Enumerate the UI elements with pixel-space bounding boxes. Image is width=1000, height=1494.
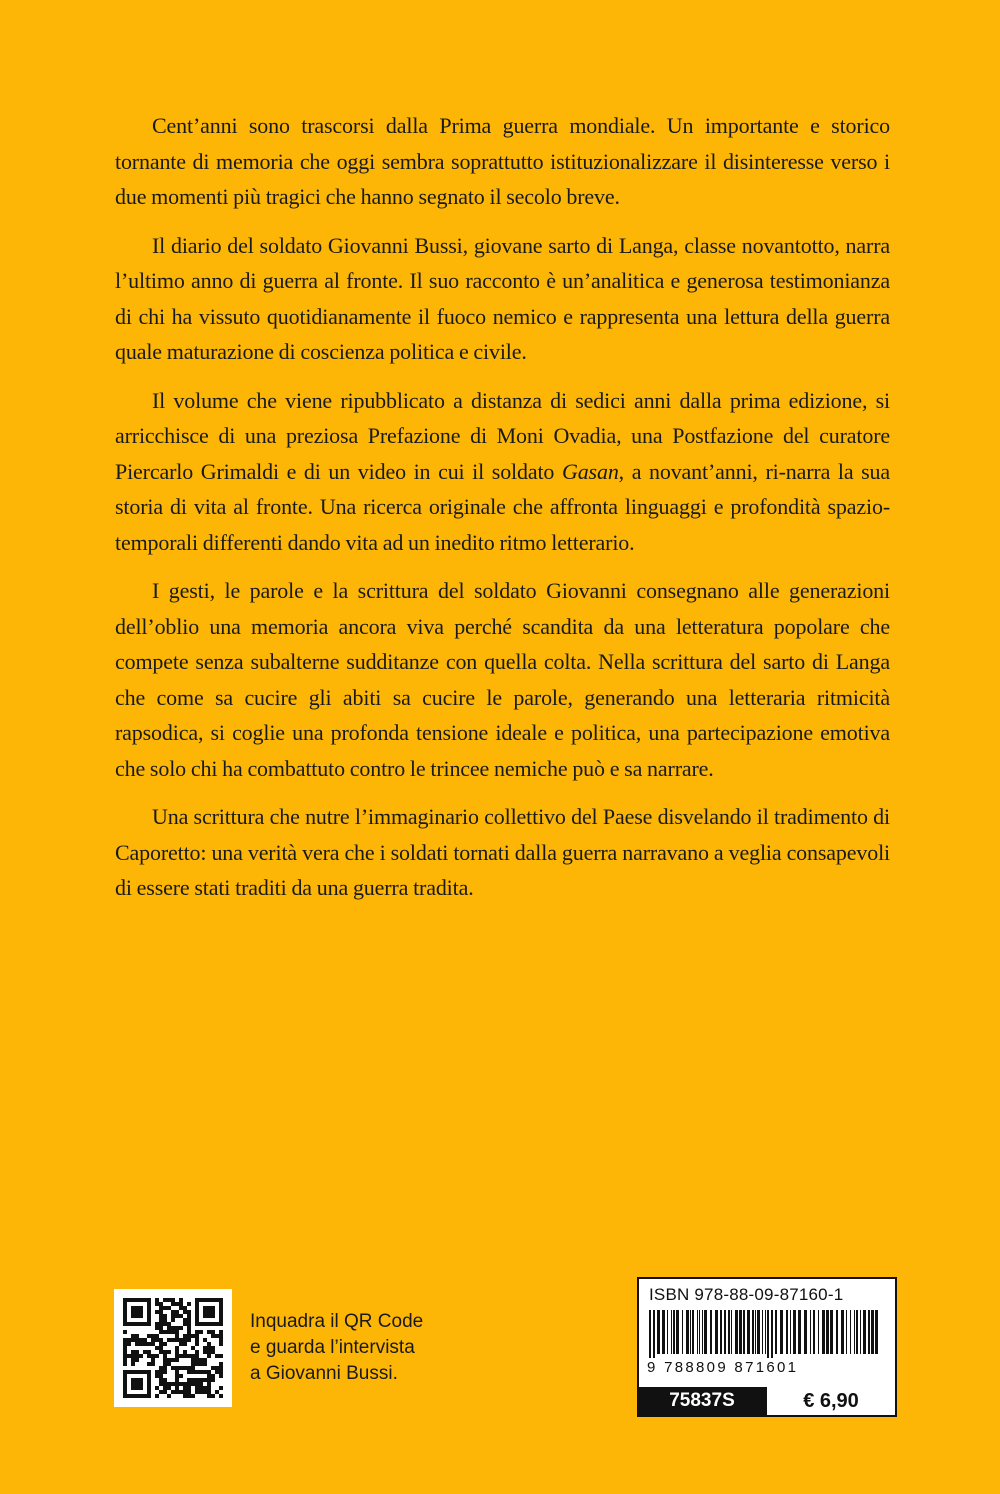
price-row (639, 1387, 895, 1415)
nickname-gasan: Gasan (561, 458, 619, 484)
blurb-paragraph-4: I gesti, le parole e la scrittura del soldato Giovanni consegnano alle generazioni dell’oblio una memoria ancora viva perché scandita da una letteratura popolare che compete senza subalterne sudditanze con quella colta. Nella scrittura del sarto di Langa che come sa cucire gli abiti sa cucire le parole, generando una letteraria ritmicità rapsodica, si coglie una profonda tensione ideale e politica, una partecipazione emotiva che solo chi ha combattuto contro le trincee nemiche può e sa narrare. (115, 578, 890, 781)
qr-caption-line-1: Inquadra il QR Code (250, 1311, 424, 1332)
qr-caption-line-2: e guarda l’intervista (250, 1337, 415, 1358)
blurb-paragraph-5: Una scrittura che nutre l’immaginario collettivo del Paese disvelando il tradimento di Caporetto: una verità vera che i soldati tornati dalla guerra narravano a veglia consapevoli di essere stati traditi da una guerra tradita. (115, 804, 890, 900)
blurb-paragraph-1: Cent’anni sono trascorsi dalla Prima guerra mondiale. Un importante e storico tornante di memoria che oggi sembra soprattutto istituzionalizzare il disinteresse verso i due momenti più tragici che hanno segnato il secolo breve. (115, 113, 890, 209)
blurb-paragraph-3-start: Il volume che viene ripubblicato a distanza di sedici anni dalla prima edizione, si arricchisce di una preziosa Prefazione di Moni Ovadia, una Postfazione del curatore Piercarlo Grimaldi e di un video in cui il soldato (115, 387, 890, 484)
qr-code-icon[interactable] (114, 1289, 232, 1407)
blurb-paragraph-2: Il diario del soldato Giovanni Bussi, giovane sarto di Langa, classe novantotto, narra l’ultimo anno di guerra al fronte. Il suo racconto è un’analitica e generosa testimonianza di chi ha vissuto quotidianamente il fuoco nemico e rappresenta una lettura della guerra quale maturazione di coscienza politica e civile. (115, 232, 890, 364)
isbn-label: ISBN 978-88-09-87160-1 (649, 1285, 844, 1304)
blurb-paragraph-3-end: , a novant’anni, ri-narra la sua storia di vita al fronte. Una ricerca originale che affronta linguaggi e profondità spazio-temporali differenti dando vita ad un inedito ritmo letterario. (115, 458, 890, 555)
barcode-panel (637, 1277, 897, 1417)
price-tag: € 6,90 (765, 1387, 895, 1415)
barcode-icon (647, 1310, 887, 1358)
product-code: 75837S (639, 1387, 765, 1415)
blurb-paragraph-3 (115, 383, 890, 561)
qr-caption-line-3: a Giovanni Bussi. (250, 1363, 398, 1384)
back-cover-blurb (115, 108, 890, 919)
qr-caption (250, 1309, 490, 1387)
barcode-digits: 9 788809 871601 (647, 1359, 799, 1376)
